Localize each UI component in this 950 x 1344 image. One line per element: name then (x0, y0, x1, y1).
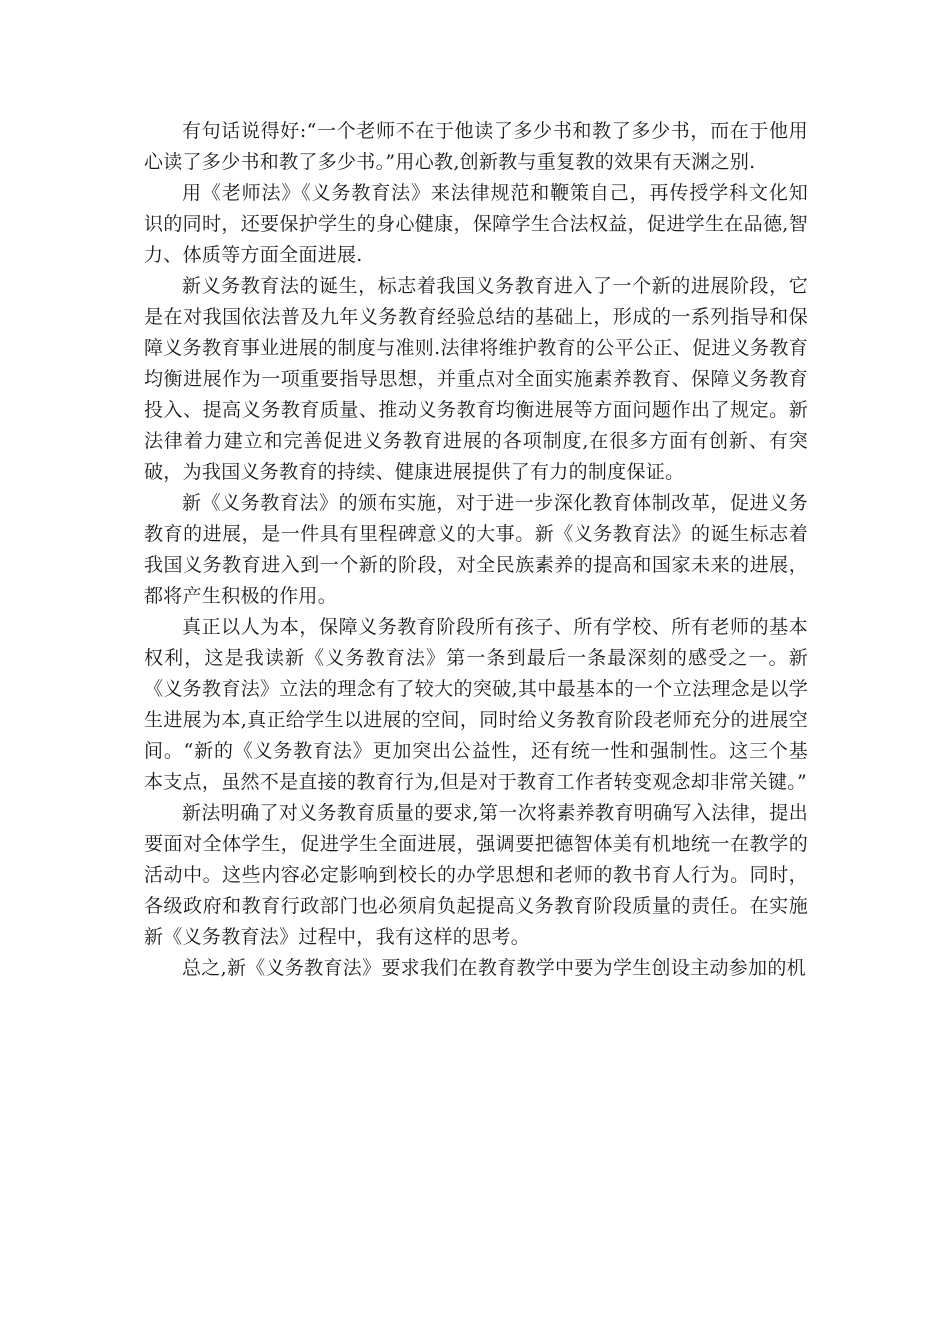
document-body (144, 116, 808, 984)
paragraph-7: 总之,新《义务教育法》要求我们在教育教学中要为学生创设主动参加的机 (182, 957, 806, 979)
paragraph-3: 新义务教育法的诞生，标志着我国义务教育进入了一个新的进展阶段，它是在对我国依法普及九年义务教育经验总结的基础上，形成的一系列指导和保障义务教育事业进展的制度与准则.法律将维护教育的公平公正、促进义务教育均衡进展作为一项重要指导思想，并重点对全面实施素养教育、保障义务教育投入、提高义务教育质量、推动义务教育均衡进展等方面问题作出了规定。新法律着力建立和完善促进义务教育进展的各项制度,在很多方面有创新、有突破，为我国义务教育的持续、健康进展提供了有力的制度保证。 (144, 275, 808, 483)
paragraph-1: 有句话说得好:“一个老师不在于他读了多少书和教了多少书，而在于他用心读了多少书和教了多少书。”用心教,创新教与重复教的效果有天渊之别. (144, 120, 808, 173)
paragraph-6: 新法明确了对义务教育质量的要求,第一次将素养教育明确写入法律，提出要面对全体学生，促进学生全面进展，强调要把德智体美有机地统一在教学的活动中。这些内容必定影响到校长的办学思想和老师的教书育人行为。同时，各级政府和教育行政部门也必须肩负起提高义务教育阶段质量的责任。在实施新《义务教育法》过程中，我有这样的思考。 (144, 802, 808, 948)
paragraph-2: 用《老师法》《义务教育法》来法律规范和鞭策自己，再传授学科文化知识的同时，还要保护学生的身心健康，保障学生合法权益，促进学生在品德,智力、体质等方面全面进展. (144, 182, 808, 266)
paragraph-4: 新《义务教育法》的颁布实施，对于进一步深化教育体制改革，促进义务教育的进展，是一件具有里程碑意义的大事。新《义务教育法》的诞生标志着我国义务教育进入到一个新的阶段，对全民族素养的提高和国家未来的进展，都将产生积极的作用。 (144, 492, 808, 607)
paragraph-5: 真正以人为本，保障义务教育阶段所有孩子、所有学校、所有老师的基本权利，这是我读新《义务教育法》第一条到最后一条最深刻的感受之一。新《义务教育法》立法的理念有了较大的突破,其中最基本的一个立法理念是以学生进展为本,真正给学生以进展的空间，同时给义务教育阶段老师充分的进展空间。“新的《义务教育法》更加突出公益性，还有统一性和强制性。这三个基本支点，虽然不是直接的教育行为,但是对于教育工作者转变观念却非常关键。” (144, 616, 808, 793)
